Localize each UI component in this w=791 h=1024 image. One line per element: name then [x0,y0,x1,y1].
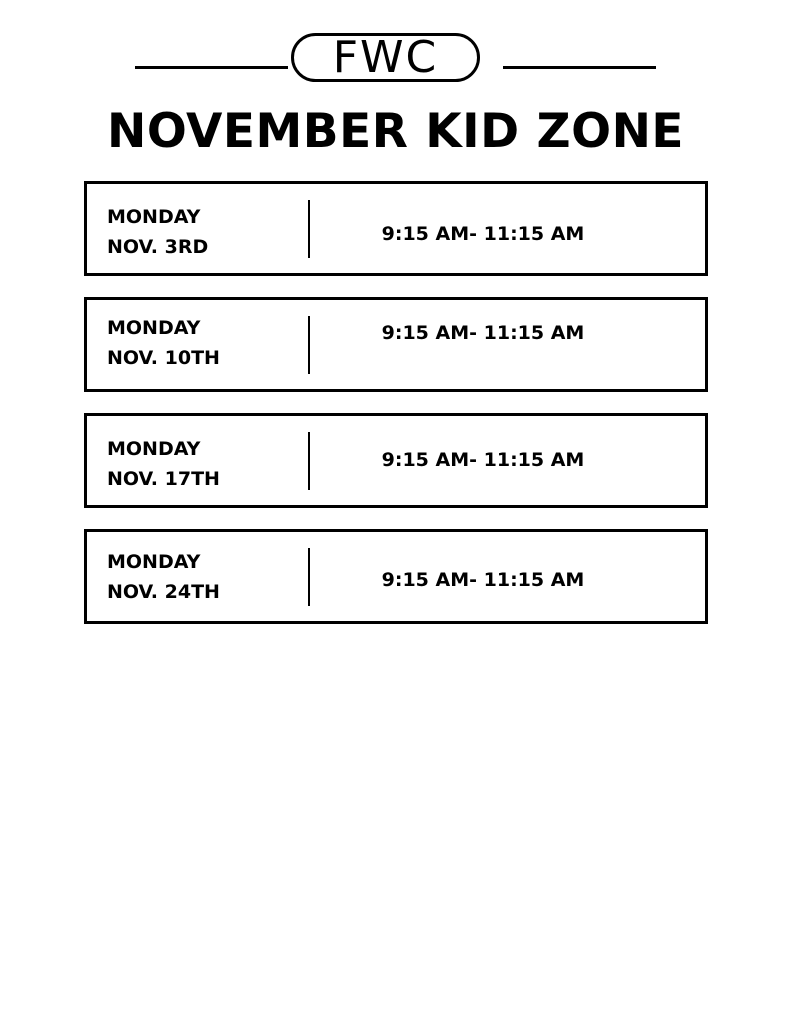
page-title: NOVEMBER KID ZONE [106,104,685,159]
schedule-row [84,529,708,624]
column-divider [308,316,310,374]
date-label: NOV. 3RD [107,236,209,258]
date-cell [107,202,208,262]
column-divider [308,200,310,258]
day-label: MONDAY [107,438,201,460]
date-cell [107,547,220,607]
date-label: NOV. 17TH [107,468,220,490]
schedule-list [84,181,708,645]
day-label: MONDAY [107,551,201,573]
schedule-row [84,297,708,392]
time-label: 9:15 AM- 11:15 AM [381,449,585,471]
schedule-row [84,181,708,276]
header-rule-left [135,66,288,69]
logo-text: FWC [332,32,439,83]
time-label: 9:15 AM- 11:15 AM [381,223,585,245]
date-label: NOV. 10TH [107,347,220,369]
time-label: 9:15 AM- 11:15 AM [381,569,585,591]
time-label: 9:15 AM- 11:15 AM [381,322,585,344]
column-divider [308,548,310,606]
schedule-row [84,413,708,508]
date-cell [107,434,220,494]
column-divider [308,432,310,490]
header-rule-right [503,66,656,69]
date-label: NOV. 24TH [107,581,220,603]
day-label: MONDAY [107,317,201,339]
fwc-logo [291,33,480,82]
day-label: MONDAY [107,206,201,228]
date-cell [107,313,220,373]
